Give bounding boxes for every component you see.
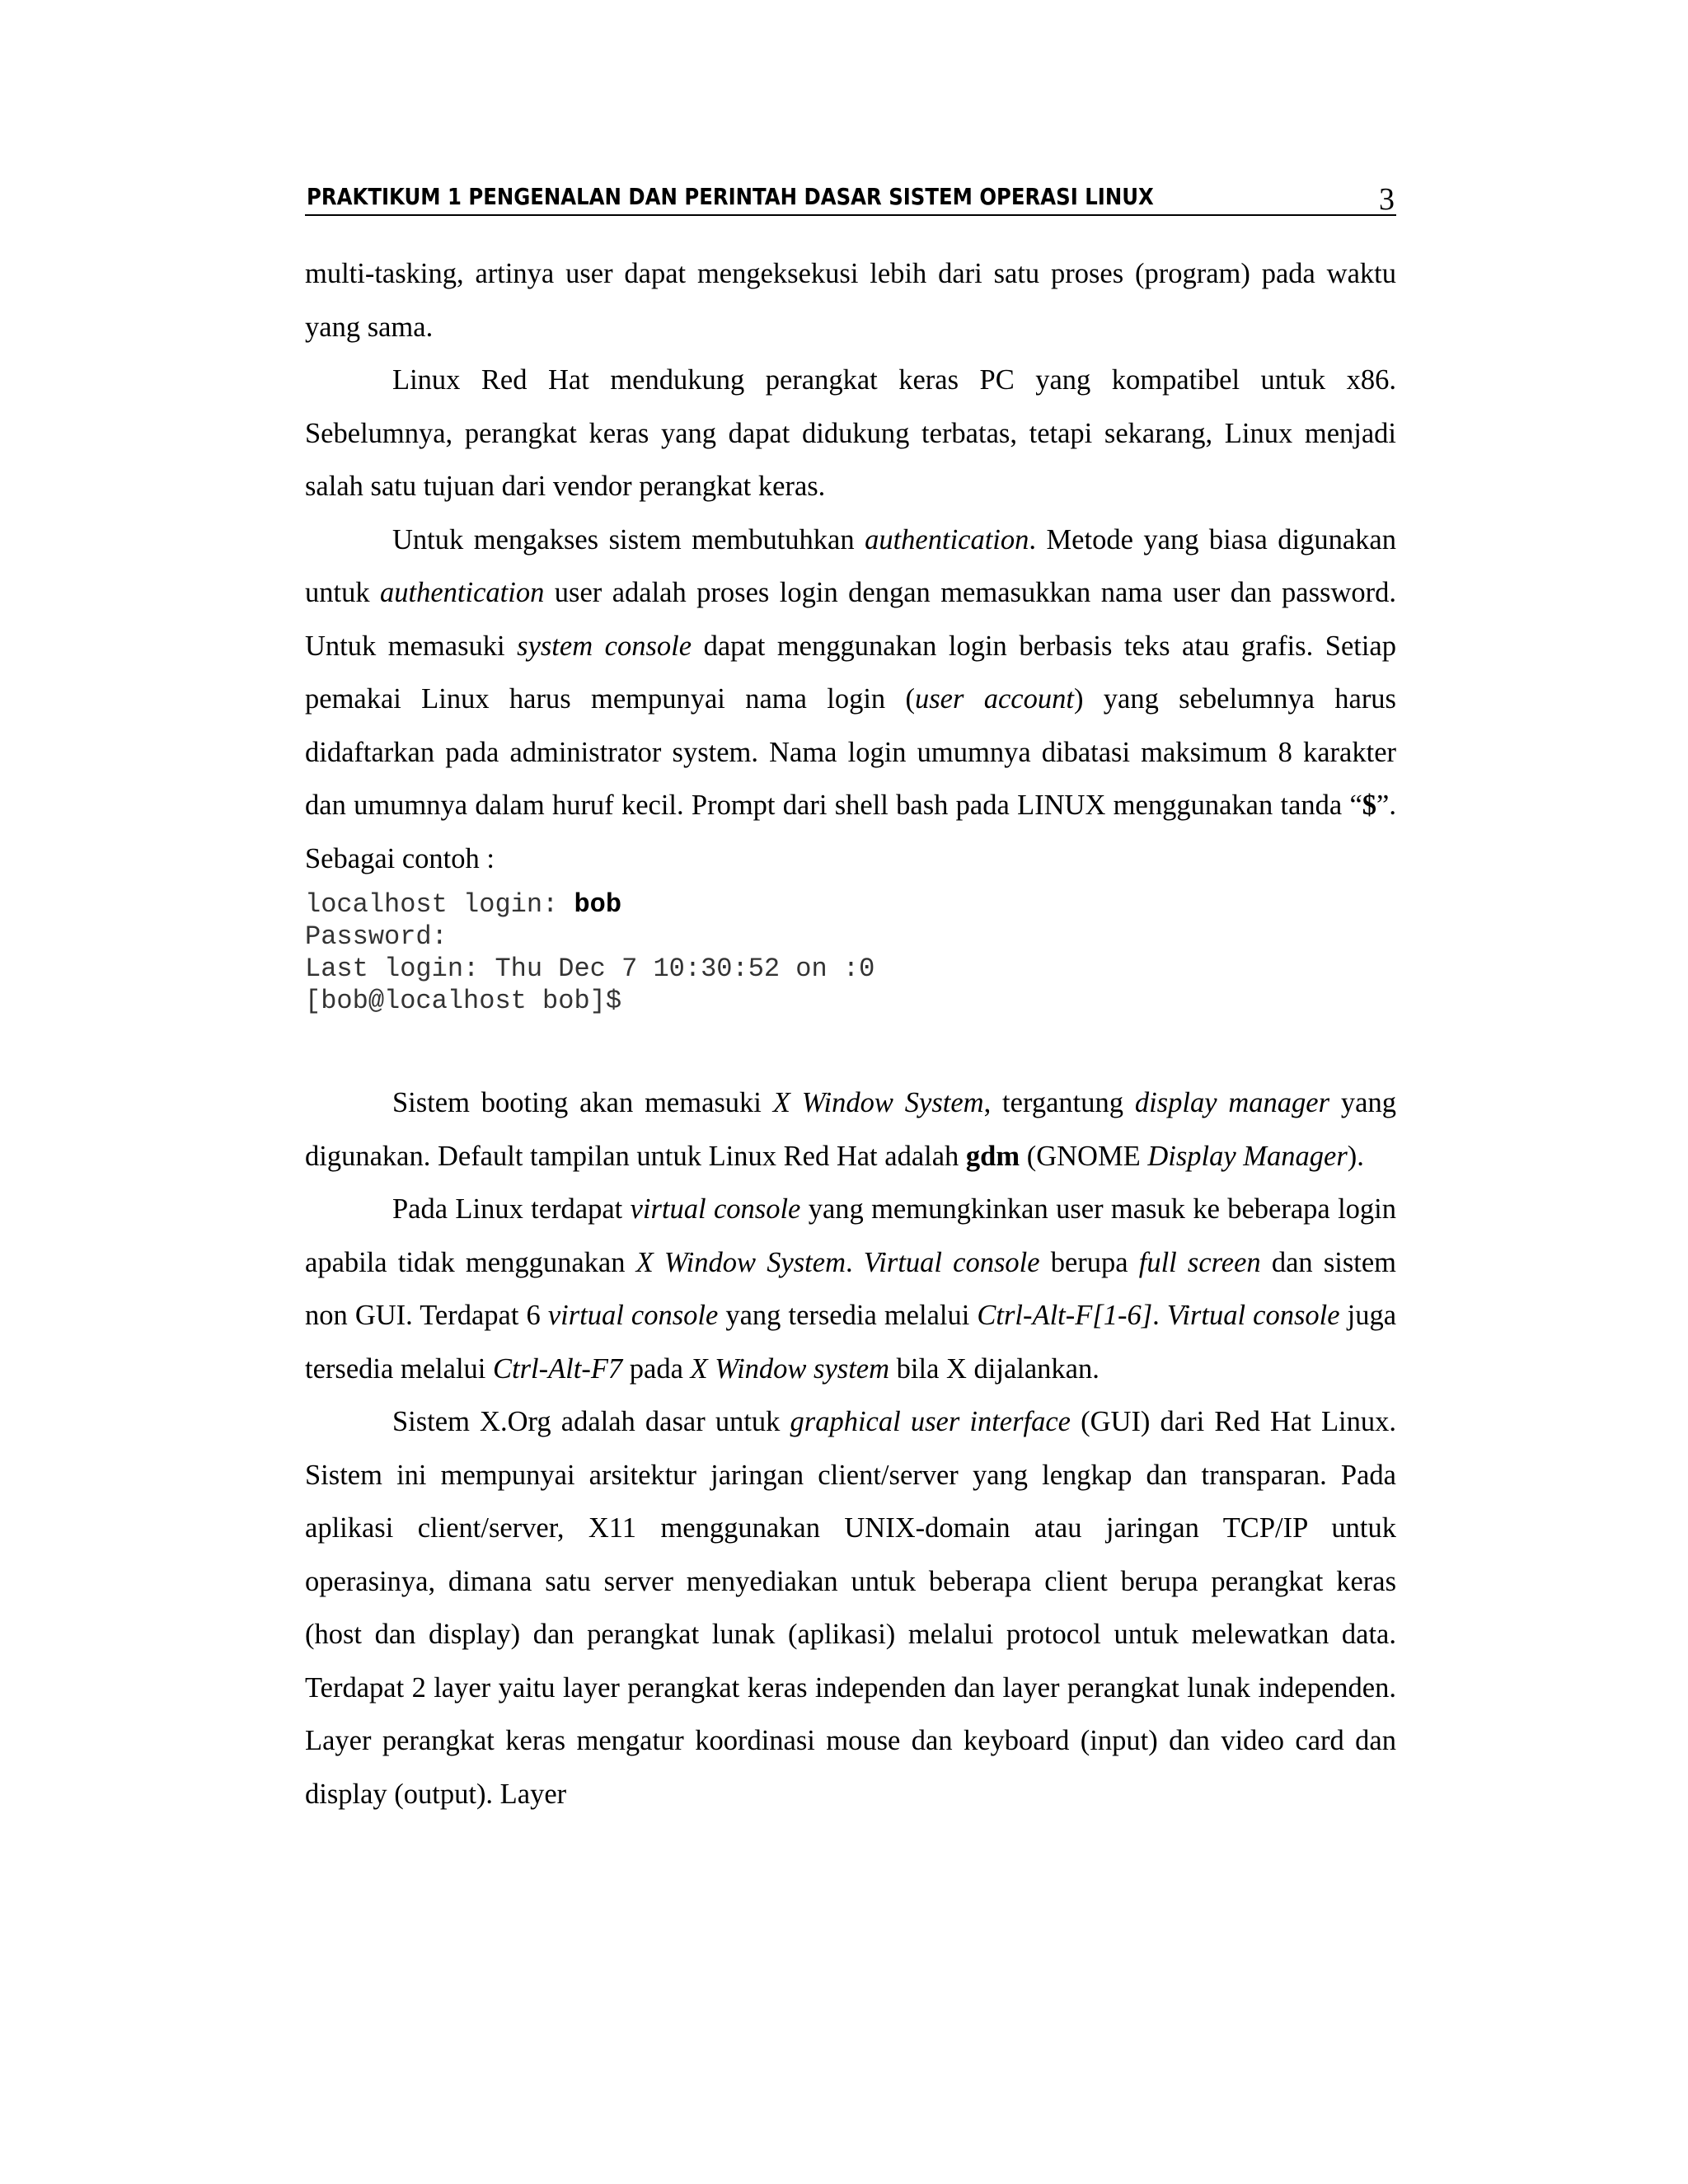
header-title: PRAKTIKUM 1 PENGENALAN DAN PERINTAH DASAR SISTEM OPERASI LINUX [307, 183, 1154, 210]
paragraph-2: Linux Red Hat mendukung perangkat keras PC yang kompatibel untuk x86. Sebelumnya, perangkat keras yang dapat didukung terbatas, tetapi sekarang, Linux menjadi salah satu tujuan dari vendor perangkat keras. [305, 364, 1396, 502]
body-text [305, 247, 1396, 1821]
code-line-last-login: Last login: Thu Dec 7 10:30:52 on :0 [305, 954, 875, 984]
code-line-prompt: [bob@localhost bob]$ [305, 986, 622, 1016]
document-page [305, 0, 1396, 2184]
login-code-block [305, 888, 1396, 1017]
paragraph-1: multi-tasking, artinya user dapat mengeksekusi lebih dari satu proses (program) pada waktu yang sama. [305, 258, 1396, 343]
paragraph-4: Sistem booting akan memasuki X Window System, tergantung display manager yang digunakan. Default tampilan untuk Linux Red Hat adalah gdm (GNOME Display Manager). [305, 1087, 1396, 1172]
page-number: 3 [1379, 182, 1395, 217]
code-line-login: localhost login: bob [305, 889, 622, 920]
paragraph-3: Untuk mengakses sistem membutuhkan authentication. Metode yang biasa digunakan untuk authentication user adalah proses login dengan memasukkan nama user dan password. Untuk memasuki system console dapat menggunakan login berbasis teks atau grafis. Setiap pemakai Linux harus mempunyai nama login (user account) yang sebelumnya harus didaftarkan pada administrator system. Nama login umumnya dibatasi maksimum 8 karakter dan umumnya dalam huruf kecil. Prompt dari shell bash pada LINUX menggunakan tanda “$”. Sebagai contoh : [305, 523, 1396, 874]
page-header [305, 181, 1396, 216]
paragraph-5: Pada Linux terdapat virtual console yang memungkinkan user masuk ke beberapa login apabila tidak menggunakan X Window System. Virtual console berupa full screen dan sistem non GUI. Terdapat 6 virtual console yang tersedia melalui Ctrl-Alt-F[1-6]. Virtual console juga tersedia melalui Ctrl-Alt-F7 pada X Window system bila X dijalankan. [305, 1193, 1397, 1385]
code-line-password: Password: [305, 921, 448, 952]
paragraph-6: Sistem X.Org adalah dasar untuk graphical user interface (GUI) dari Red Hat Linux. Sistem ini mempunyai arsitektur jaringan client/server yang lengkap dan transparan. Pada aplikasi client/server, X11 menggunakan UNIX-domain atau jaringan TCP/IP untuk operasinya, dimana satu server menyediakan untuk beberapa client berupa perangkat keras (host dan display) dan perangkat lunak (aplikasi) melalui protocol untuk melewatkan data. Terdapat 2 layer yaitu layer perangkat keras independen dan layer perangkat lunak independen. Layer perangkat keras mengatur koordinasi mouse dan keyboard (input) dan video card dan display (output). Layer [305, 1406, 1396, 1810]
